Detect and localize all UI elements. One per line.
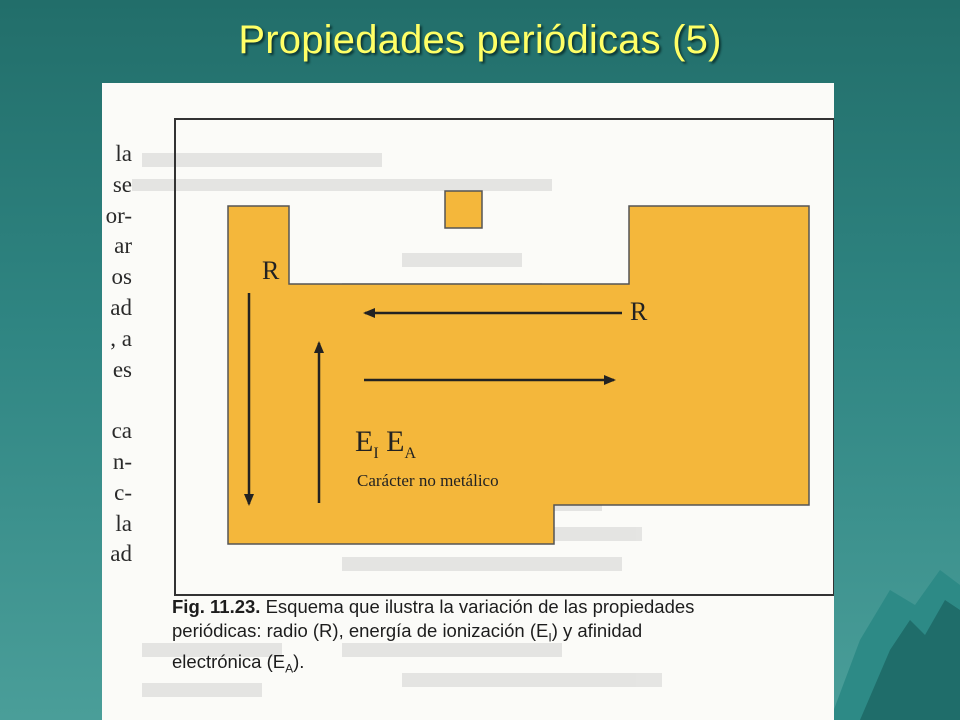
fragment: la (115, 510, 132, 536)
fragment: ar (114, 233, 132, 259)
ionization-affinity-label (355, 425, 416, 463)
figure-caption (172, 595, 832, 680)
fragment: , a (110, 325, 132, 351)
figure-number: Fig. 11.23. (172, 596, 261, 617)
nonmetallic-character-label: Carácter no metálico (357, 471, 499, 490)
fragment: la (115, 141, 132, 166)
slide-title: Propiedades periódicas (5) (238, 18, 722, 62)
radius-vertical-label: R (262, 256, 280, 285)
fragment: n- (112, 448, 132, 474)
fragment: ca (111, 418, 132, 444)
ei-subscript: I (373, 445, 379, 462)
mountain-decoration (820, 550, 960, 720)
fragment: or- (105, 202, 132, 228)
caption-sub-a: A (285, 661, 294, 676)
caption-line3a: electrónica (E (172, 650, 286, 672)
caption-line3b: ). (293, 650, 305, 672)
scanned-page (102, 83, 834, 720)
caption-line1: Esquema que ilustra la variación de las propiedades (265, 596, 695, 617)
caption-line2a: periódicas: radio (R), energía de ionización (E (172, 620, 549, 641)
fragment: ad (110, 294, 132, 320)
fragment: os (111, 264, 132, 290)
radius-horizontal-label: R (630, 297, 648, 326)
ea-subscript: A (404, 445, 417, 462)
ea-letter: E (386, 425, 405, 458)
fragment: se (112, 171, 132, 197)
fragment: c- (114, 479, 132, 505)
hydrogen-square (445, 191, 482, 228)
ei-letter: E (355, 425, 374, 458)
fragment: ad (110, 541, 132, 567)
left-text-fragments (102, 139, 132, 570)
caption-line2b: ) y afinidad (551, 620, 643, 641)
fragment: es (112, 356, 132, 382)
caption-sub-i: I (548, 630, 552, 645)
fragment (102, 385, 132, 416)
